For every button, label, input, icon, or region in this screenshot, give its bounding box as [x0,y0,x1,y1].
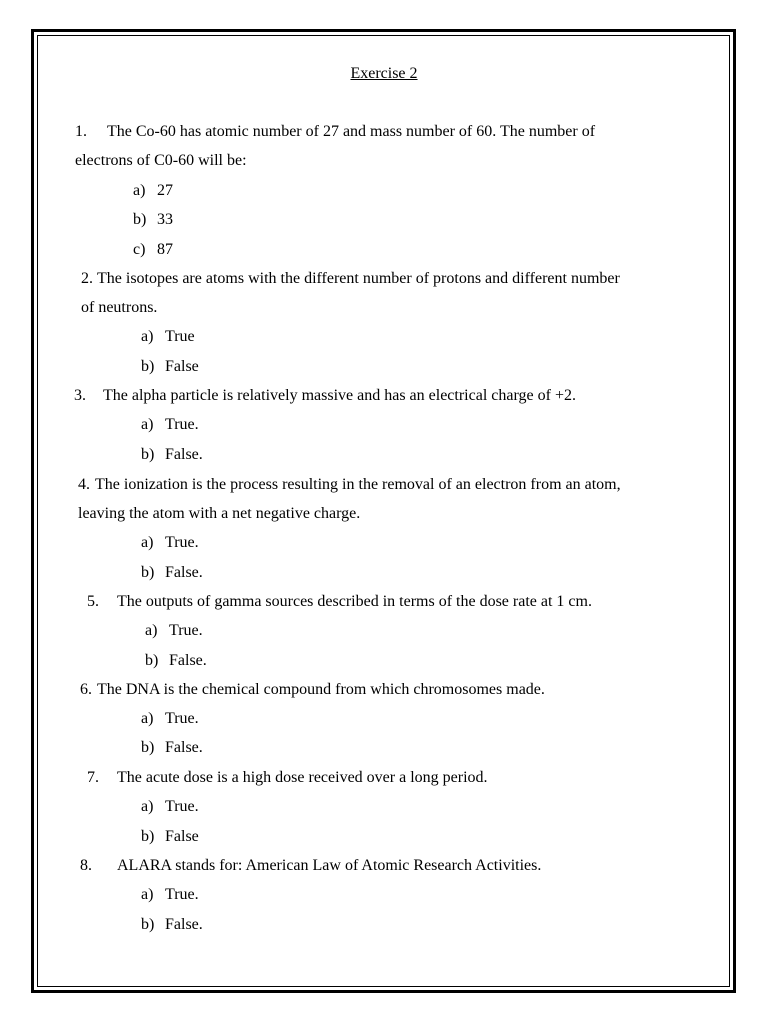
question-text: The DNA is the chemical compound from which chromosomes made. [97,681,545,698]
question-text-continued: of neutrons. [81,299,158,316]
question-number: 7. [87,769,99,786]
option-text: True [165,328,195,345]
question-number: 6. [80,681,92,698]
question-4 [78,475,621,495]
question-text: The alpha particle is relatively massive and has an electrical charge of +2. [103,387,576,404]
option-label: c) [133,241,146,258]
option-text: False. [165,446,203,463]
option-label: a) [141,798,154,815]
option-text: 27 [157,182,173,199]
option [141,885,199,905]
option-label: b) [141,739,155,756]
option [141,533,199,553]
question-text: The outputs of gamma sources described in terms of the dose rate at 1 cm. [117,593,592,610]
option-text: True. [165,534,199,551]
option-label: b) [133,211,147,228]
option [141,357,199,377]
option-text: True. [165,710,199,727]
question-number: 5. [87,593,99,610]
option-text: False. [165,739,203,756]
option-label: a) [145,622,158,639]
option [141,327,195,347]
option [141,415,199,435]
question-text-continued: leaving the atom with a net negative charge. [78,505,361,522]
question-text: The isotopes are atoms with the different number of protons and different number [97,270,620,287]
question-number: 4. [78,476,90,493]
option-label: b) [141,446,155,463]
question-1 [75,122,595,142]
option [141,797,199,817]
question-text: ALARA stands for: American Law of Atomic Research Activities. [117,857,542,874]
option-label: b) [141,916,155,933]
option-text: True. [169,622,203,639]
option-text: True. [165,416,199,433]
option [141,563,203,583]
option [133,240,173,260]
option [141,709,199,729]
option-text: True. [165,886,199,903]
question-text: The acute dose is a high dose received over a long period. [117,769,488,786]
option-text: 87 [157,241,173,258]
question-6 [80,680,545,700]
option-text: 33 [157,211,173,228]
option [141,738,203,758]
option [141,827,199,847]
question-2 [81,269,620,289]
question-number: 3. [74,387,86,404]
question-5 [87,592,592,612]
option-text: False. [169,652,207,669]
question-text: The Co-60 has atomic number of 27 and mass number of 60. The number of [107,123,596,140]
question-number: 1. [75,123,87,140]
option-label: a) [141,534,154,551]
option-text: True. [165,798,199,815]
option-label: a) [141,710,154,727]
option [145,621,203,641]
option-label: b) [141,358,155,375]
option [141,915,203,935]
option-label: a) [141,328,154,345]
question-8 [80,856,541,876]
question-7 [87,768,488,788]
option-label: b) [141,828,155,845]
question-text-continued: electrons of C0-60 will be: [75,152,247,169]
option [133,210,173,230]
question-text: The ionization is the process resulting in the removal of an electron from an atom, [95,476,621,493]
question-number: 2. [81,270,93,287]
option-text: False [165,358,199,375]
page-title: Exercise 2 [350,65,418,82]
option-text: False. [165,916,203,933]
option-label: a) [141,886,154,903]
option-label: b) [145,652,159,669]
question-3 [74,386,576,406]
option-text: False. [165,564,203,581]
option [145,651,207,671]
option-text: False [165,828,199,845]
option [141,445,203,465]
option [133,181,173,201]
option-label: b) [141,564,155,581]
question-number: 8. [80,857,92,874]
option-label: a) [141,416,154,433]
option-label: a) [133,182,146,199]
